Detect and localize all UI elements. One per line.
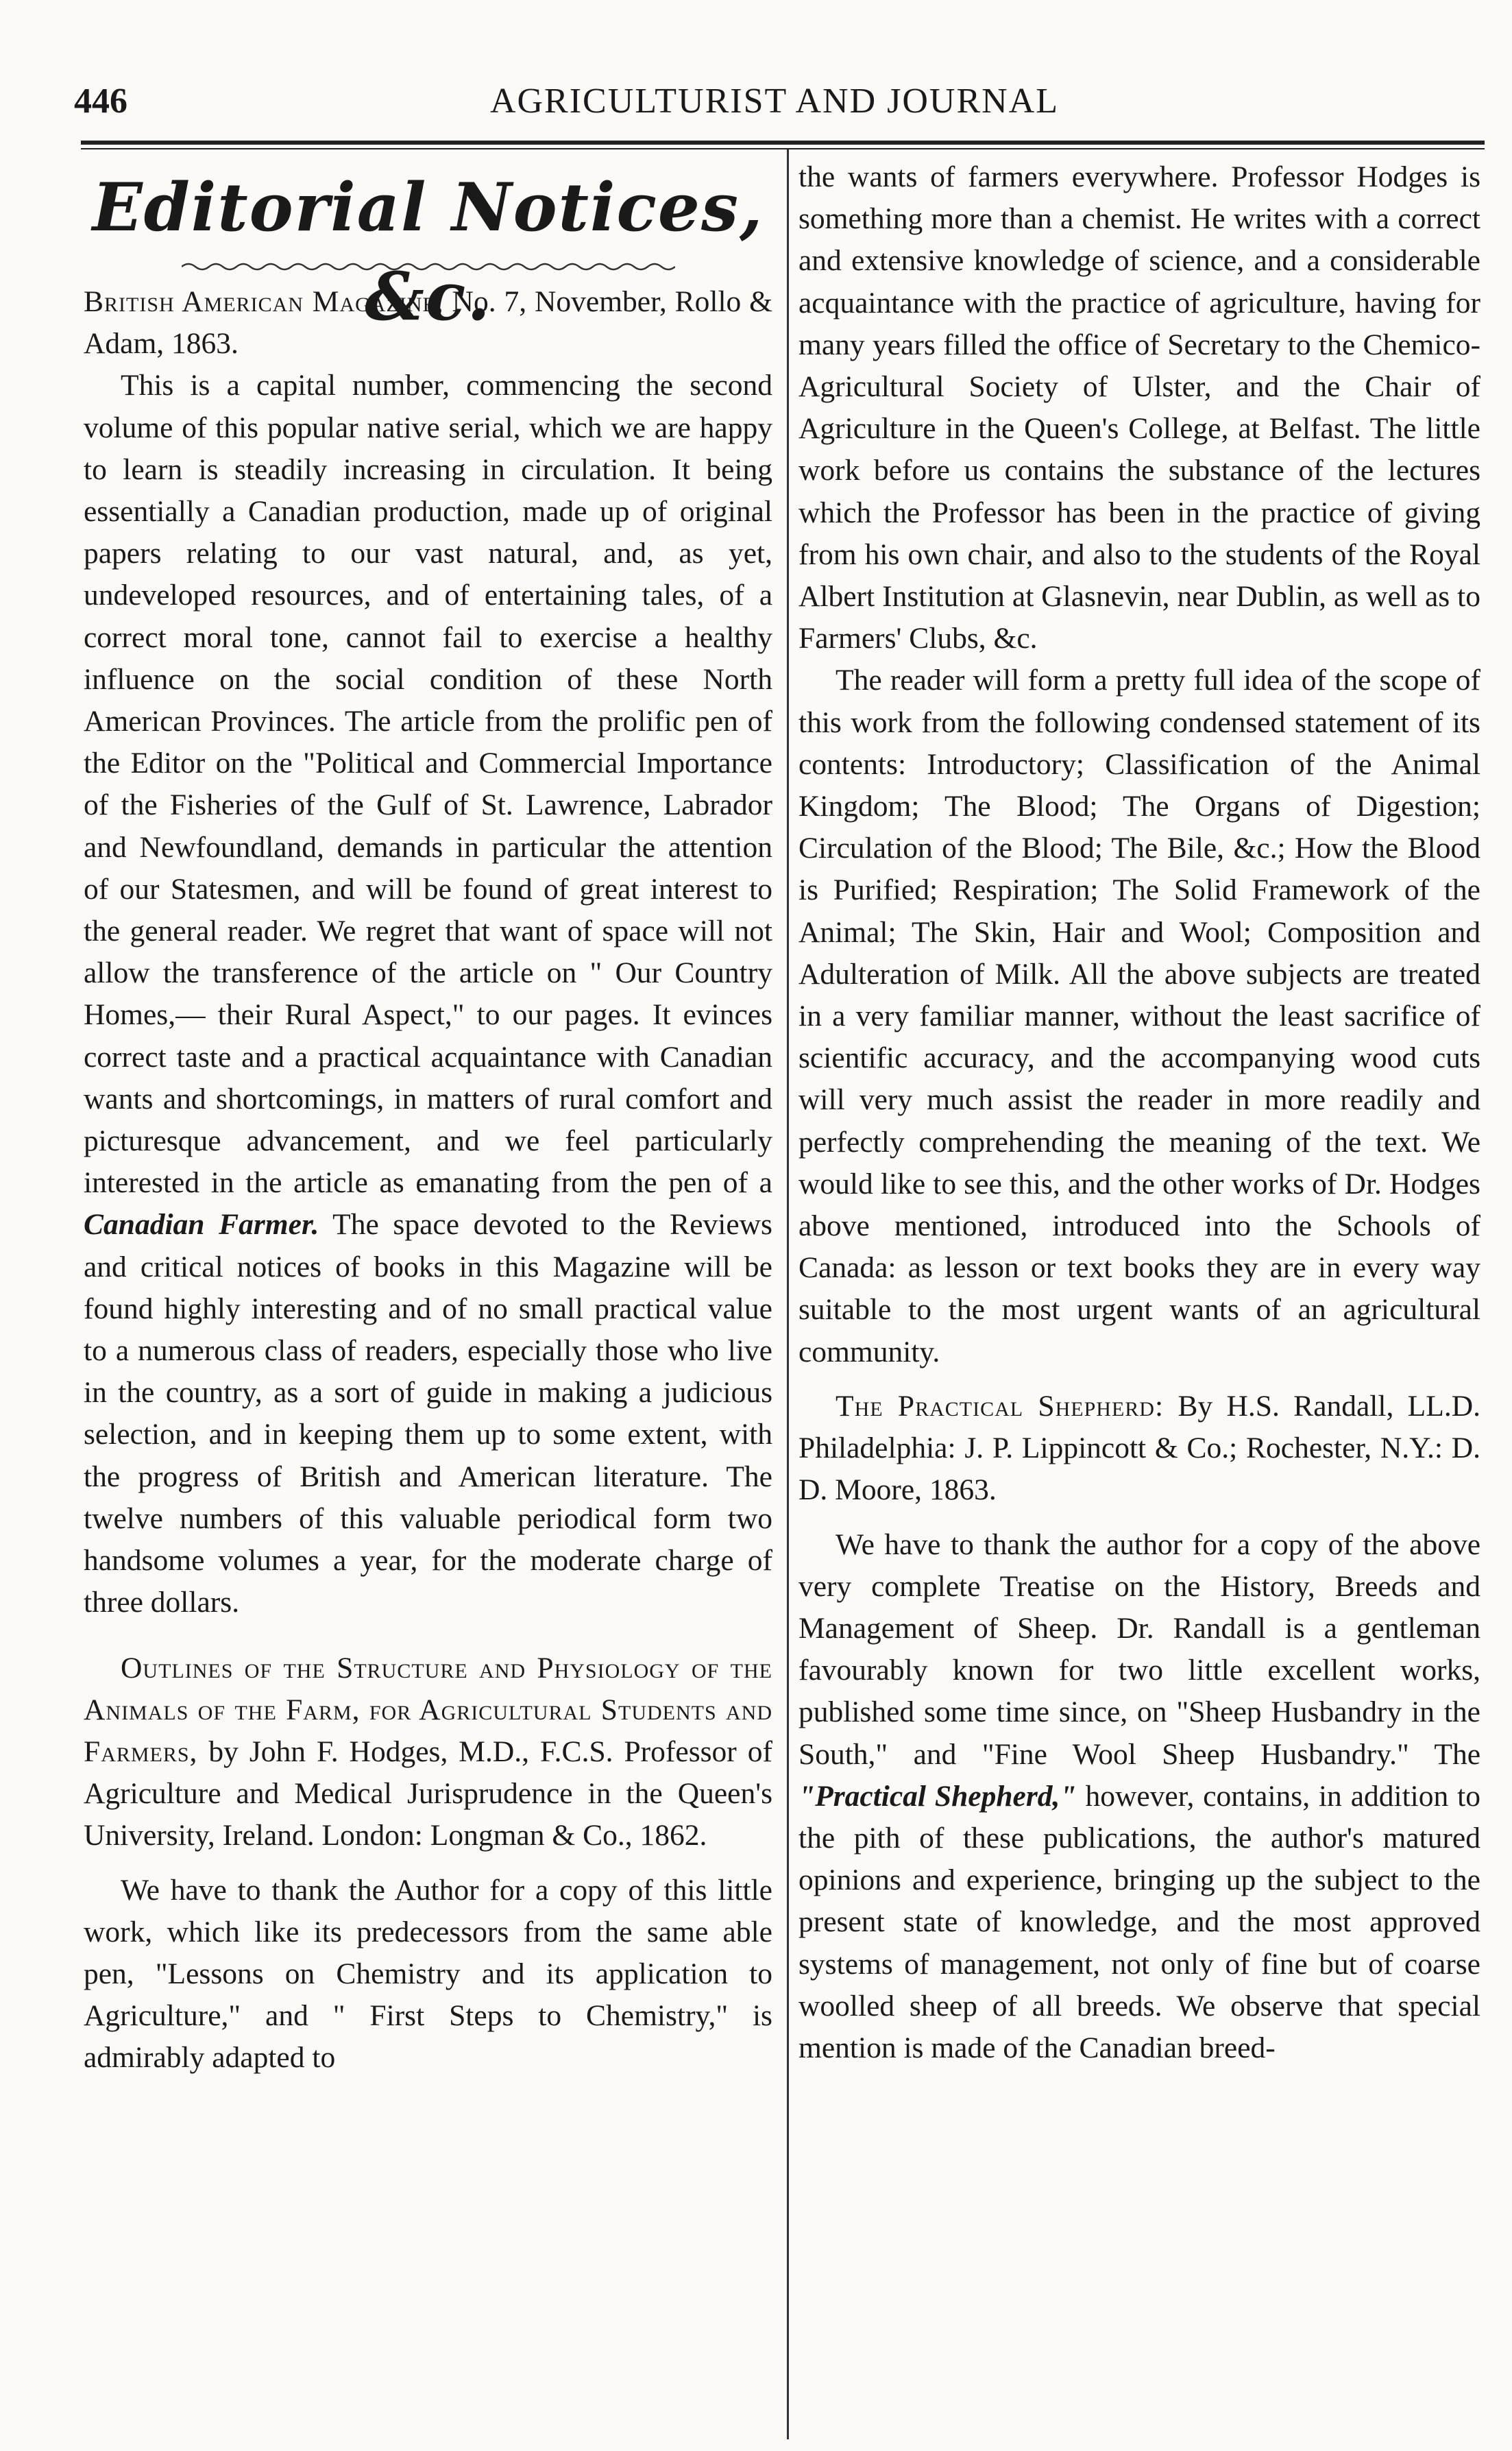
header-rule-thick	[81, 141, 1485, 145]
spacer	[798, 1373, 1480, 1386]
spacer	[84, 1624, 772, 1647]
review-meta: By H.S. Randall, LL.D. Philadelphia: J. P. Lippincott & Co.; Rochester, N.Y.: D. D. Moore, 1863.	[798, 1389, 1480, 1507]
page-number: 446	[74, 82, 127, 121]
review-title: British American Magazine,	[84, 285, 444, 318]
header-rule-thin	[81, 148, 1485, 149]
review-entry-header	[84, 1647, 772, 1857]
review-meta: No. 7, November, Rollo & Adam, 1863.	[84, 285, 772, 361]
left-column	[84, 156, 772, 2079]
review-meta: by John F. Hodges, M.D., F.C.S. Professor of Agriculture and Medical Jurisprudence in the Queen's University, Ireland. London: Longman & Co., 1862.	[84, 1735, 772, 1852]
review-title: The Practical Shepherd:	[836, 1389, 1165, 1423]
page-header	[69, 81, 1480, 129]
section-heading: Editorial Notices, &c.	[92, 169, 764, 335]
paragraph-text: The space devoted to the Reviews and critical notices of books in this Magazine will be found highly interesting and of no small practical value to a numerous class of readers, especially those who live in the country, as a sort of guide in making a judicious selection, and in keeping them up to some extent, with the progress of British and American literature. The twelve numbers of this valuable periodical form two handsome volumes a year, for the moderate charge of three dollars.	[84, 1208, 772, 1619]
continued-paragraph: the wants of farmers everywhere. Professor Hodges is something more than a chemist. He writes with a correct and extensive knowledge of science, and a considerable acquaintance with the practice of agriculture, having for many years filled the office of Secretary to the Chemico-Agricultural Society of Ulster, and the Chair of Agriculture in the Queen's College, at Belfast. The little work before us contains the substance of the lectures which the Professor has been in the practice of giving from his own chair, and also to the students of the Royal Albert Institution at Glasnevin, near Dublin, as well as to Farmers' Clubs, &c.	[798, 160, 1480, 655]
spacer	[798, 1512, 1480, 1524]
review-paragraph: The reader will form a pretty full idea of the scope of this work from the following condensed statement of its contents: Introductory; Classification of the Animal Kingdom; The Blood; The Organs of Digestion; Circulation of the Blood; The Bile, &c.; How the Blood is Purified; Respiration; The Solid Framework of the Animal; The Skin, Hair and Wool; Composition and Adulteration of Milk. All the above subjects are treated in a very familiar manner, without the least sacrifice of scientific accuracy, and the accompanying wood cuts will very much assist the reader in more readily and perfectly comprehending the meaning of the text. We would like to see this, and the other works of Dr. Hodges above mentioned, introduced into the Schools of Canada: as lesson or text books they are in every way suitable to the most urgent wants of an agricultural community.	[798, 664, 1480, 1368]
italic-phrase: Canadian Farmer.	[84, 1208, 319, 1242]
review-paragraph	[798, 1524, 1480, 2070]
paragraph-text: We have to thank the author for a copy of the above very complete Treatise on the History, Breeds and Management of Sheep. Dr. Randall is a gentleman favourably known for two little excellent works, published some time since, on "Sheep Husbandry in the South," and "Fine Wool Sheep Husbandry." The	[798, 1528, 1480, 1771]
review-paragraph: We have to thank the Author for a copy of this little work, which like its predecessors from the same able pen, "Lessons on Chemistry and its application to Agriculture," and " First Steps to Chemistry," is admirably adapted to	[84, 1873, 772, 2075]
running-head: AGRICULTURIST AND JOURNAL	[489, 82, 1060, 121]
review-title: Outlines of the Structure and Physiology of the Animals of the Farm, for Agricultural Students and Farmers,	[84, 1651, 772, 1768]
paragraph-text: however, contains, in addition to the pith of these publications, the author's matured opinions and experience, bringing up the subject to the present state of knowledge, and the most approved systems of management, not only of fine but of coarse woolled sheep of all breeds. We observe that special mention is made of the Canadian breed-	[798, 1779, 1480, 2064]
column-divider	[787, 149, 789, 2439]
paragraph-text: This is a capital number, commencing the second volume of this popular native serial, which we are happy to learn is steadily increasing in circulation. It being essentially a Canadian production, made up of original papers relating to our vast natural, and, as yet, undeveloped resources, and of entertaining tales, of a correct moral tone, cannot fail to exercise a healthy influence on the social condition of these North American Provinces. The article from the prolific pen of the Editor on the "Political and Commercial Importance of the Fisheries of the Gulf of St. Lawrence, Labrador and Newfoundland, demands in particular the attention of our Statesmen, and will be found of great interest to the general reader. We regret that want of space will not allow the transference of the article on " Our Country Homes,— their Rural Aspect," to our pages. It evinces correct taste and a practical acquaintance with Canadian wants and shortcomings, in matters of rural comfort and picturesque advancement, and we feel particularly interested in the article as emanating from the pen of a	[84, 369, 772, 1200]
italic-phrase: "Practical Shepherd,"	[798, 1779, 1077, 1813]
spacer	[84, 1857, 772, 1870]
review-paragraph	[84, 365, 772, 1623]
right-column	[798, 156, 1480, 2069]
review-entry-header	[798, 1386, 1480, 1512]
